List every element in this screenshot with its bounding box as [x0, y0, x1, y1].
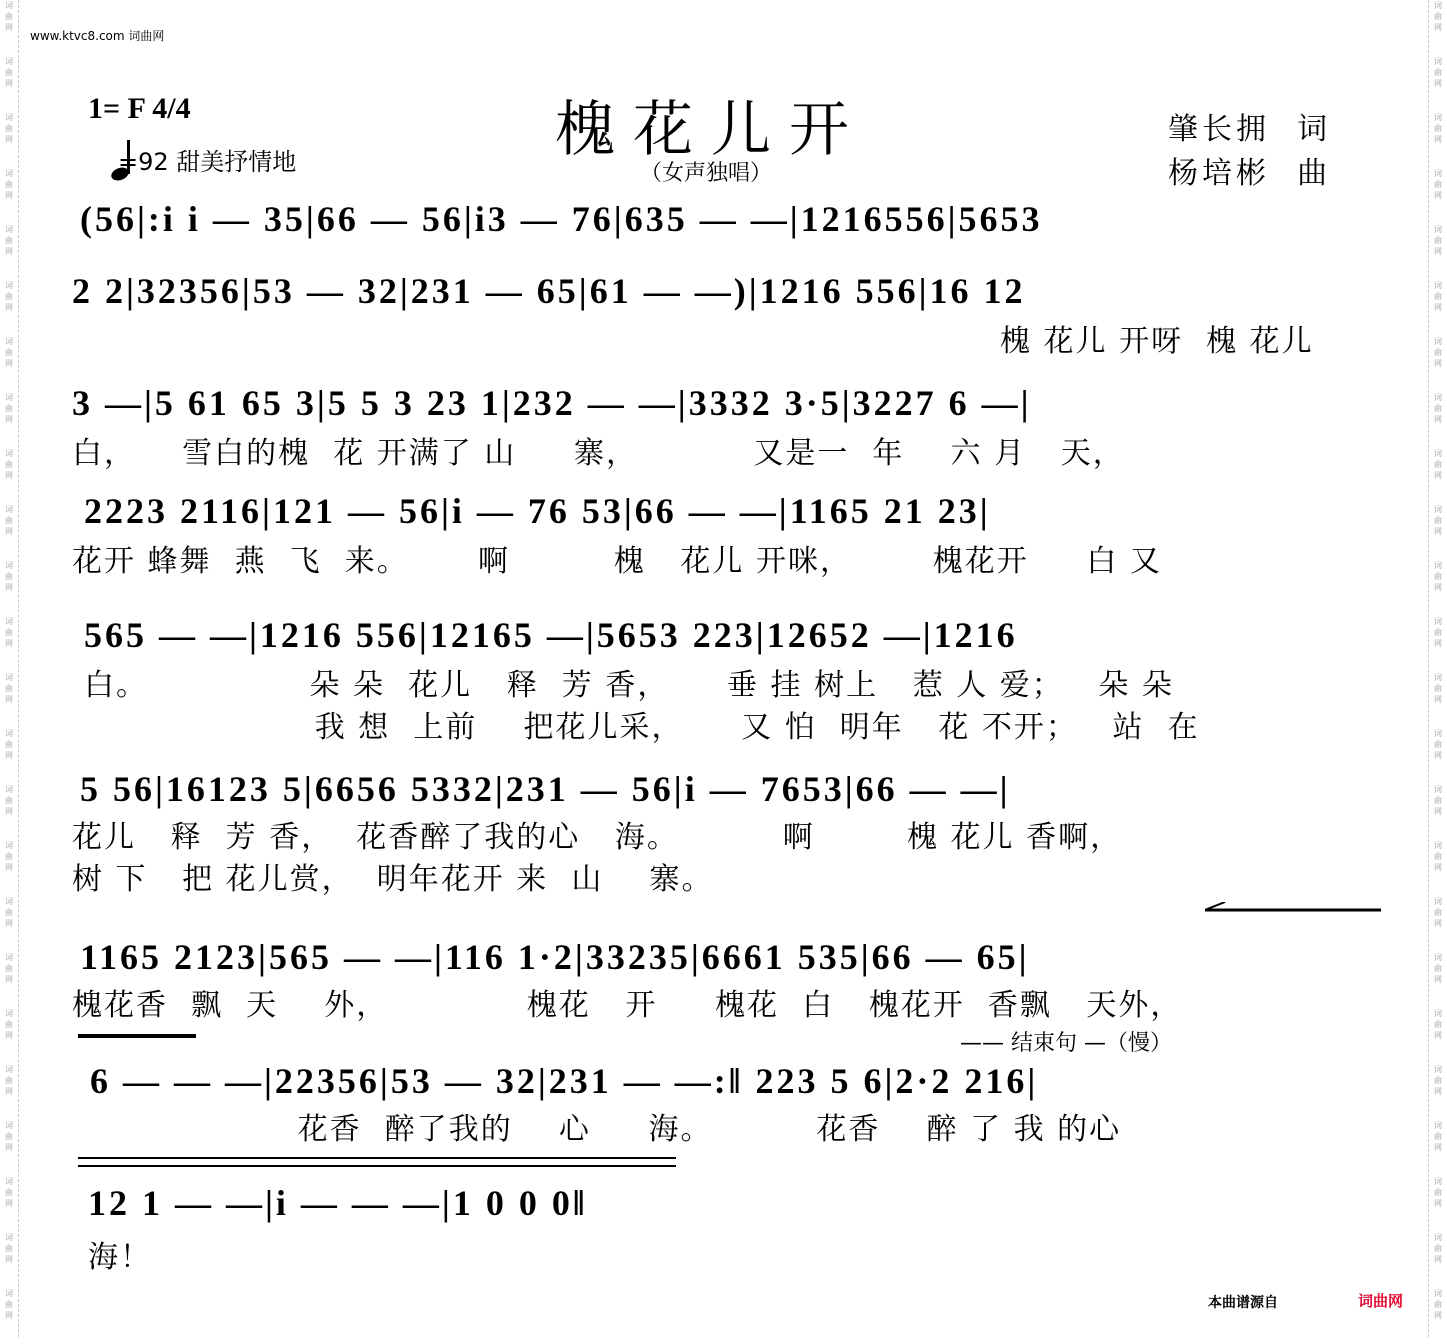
score-line-6-lyrics-verse-2: 树 下 把 花儿赏， 明年花开 来 山 寨。	[72, 862, 714, 897]
score-line-5-lyrics-verse-1: 白。 朵 朵 花儿 释 芳 香， 垂 挂 树上 惹 人 爱； 朵 朵	[84, 668, 1174, 703]
score-line-6-notes: 5 56|16123 5|6656 5332|231 — 56|i — 7653|66 — —|	[80, 769, 1011, 809]
score-line-4-lyrics: 花开 蜂舞 燕 飞 来。 啊 槐 花儿 开咪， 槐花开 白 又	[72, 544, 1162, 579]
brand-label: 词曲网	[1358, 1292, 1404, 1310]
composer-credit: 杨培彬 曲	[1168, 156, 1332, 191]
score-line-6-lyrics-verse-1: 花儿 释 芳 香， 花香醉了我的心 海。 啊 槐 花儿 香啊，	[72, 820, 1123, 855]
score-line-9-notes: 12 1 — —|i — — —|1 0 0 0‖	[88, 1183, 588, 1223]
score-line-5-lyrics-verse-2: 我 想 上前 把花儿采， 又 怕 明年 花 不开； 站 在	[84, 710, 1200, 745]
score-line-2-lyrics: 槐 花儿 开呀 槐 花儿	[1000, 324, 1314, 359]
right-watermark-strip: 词 曲 网 词 曲 网 词 曲 网 词 曲 网 词 曲 网 词 曲 网 词 曲 网 词 曲 网 词 曲 网 词 曲 网 词 曲 网 词 曲 网 词 曲 网 词 曲 网 词 曲 网 词 曲 网 词 曲 网 词 曲 网 词 曲 网 词 曲 网 词 曲 网 词 曲 网 词 曲 网 词 曲 网	[1428, 0, 1447, 1337]
score-line-3-lyrics: 白， 雪白的槐 花 开满了 山 寨， 又是一 年 六 月 天，	[72, 436, 1125, 471]
site-url: www.ktvc8.com 词曲网	[30, 29, 165, 43]
ending-marker: —— 结束句 —（慢）	[960, 1031, 1172, 1056]
left-watermark-strip: 词 曲 网 词 曲 网 词 曲 网 词 曲 网 词 曲 网 词 曲 网 词 曲 网 词 曲 网 词 曲 网 词 曲 网 词 曲 网 词 曲 网 词 曲 网 词 曲 网 词 曲 网 词 曲 网 词 曲 网 词 曲 网 词 曲 网 词 曲 网 词 曲 网 词 曲 网 词 曲 网 词 曲 网	[0, 0, 19, 1337]
score-line-7-notes: 1165 2123|565 — —|116 1·2|33235|6661 535|66 — 65|	[80, 937, 1030, 977]
source-note: 本曲谱源自	[1208, 1295, 1278, 1311]
song-title: 槐花儿开	[555, 95, 867, 165]
song-subtitle: （女声独唱）	[640, 161, 773, 186]
score-line-8-lyrics: 花香 醉了我的 心 海。 花香 醉 了 我 的心	[90, 1112, 1122, 1147]
score-line-4-notes: 2223 2116|121 — 56|i — 76 53|66 — —|1165 21 23|	[84, 491, 991, 531]
lyricist-credit: 肇长拥 词	[1168, 112, 1332, 147]
key-signature: 1= F 4/4	[88, 92, 191, 125]
slur-line	[78, 1034, 196, 1038]
tempo-marking: =92 甜美抒情地	[118, 148, 297, 176]
score-line-3-notes: 3 —|5 61 65 3|5 5 3 23 1|232 — —|3332 3·5|3227 6 —|	[72, 383, 1032, 423]
score-line-8-notes: 6 — — —|22356|53 — 32|231 — —:‖ 223 5 6|2·2 216|	[90, 1061, 1039, 1101]
tie-lines	[78, 1155, 678, 1169]
decrescendo-line	[1205, 902, 1385, 922]
score-line-1-notes: (56|:i i — 35|66 — 56|i3 — 76|635 — —|1216556|5653	[80, 199, 1043, 239]
score-line-7-lyrics: 槐花香 飘 天 外， 槐花 开 槐花 白 槐花开 香飘 天外，	[72, 988, 1183, 1023]
score-line-5-notes: 565 — —|1216 556|12165 —|5653 223|12652 —|1216	[84, 615, 1018, 655]
score-line-9-lyrics: 海！	[88, 1240, 152, 1275]
score-line-2-notes: 2 2|32356|53 — 32|231 — 65|61 — —)|1216 556|16 12	[72, 271, 1026, 311]
